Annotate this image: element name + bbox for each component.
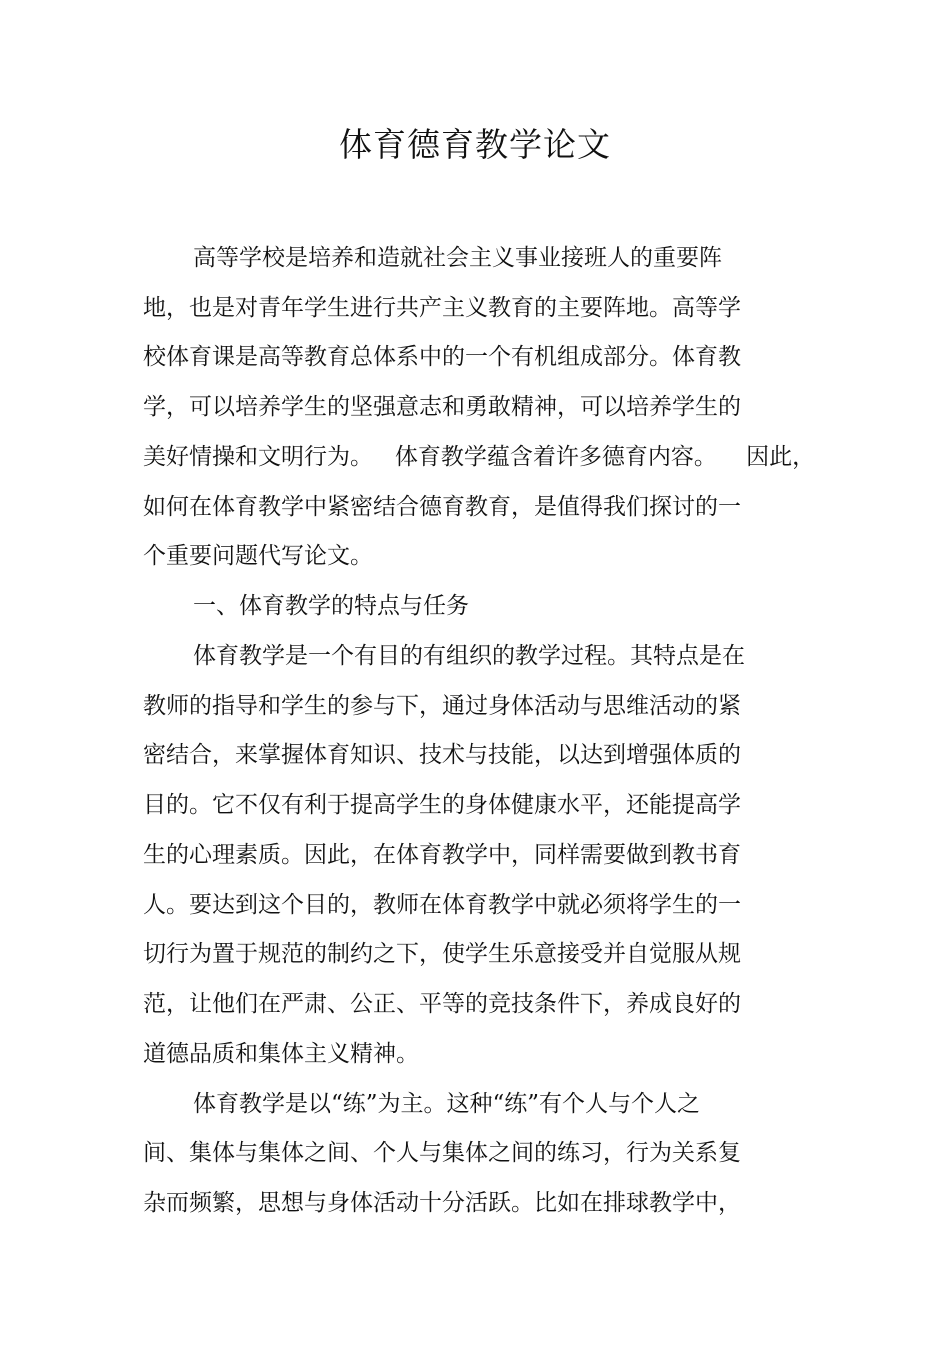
text-line-2: 地，也是对青年学生进行共产主义教育的主要阵地。高等学: [143, 295, 741, 321]
section-heading: 一、体育教学的特点与任务: [193, 593, 469, 619]
text-line-1: 高等学校是培养和造就社会主义事业接班人的重要阵: [193, 245, 722, 271]
text-line-16: 范，让他们在严肃、公正、平等的竞技条件下，养成良好的: [143, 991, 741, 1017]
text-line-17: 道德品质和集体主义精神。: [143, 1041, 419, 1067]
text-line-11: 密结合，来掌握体育知识、技术与技能，以达到增强体质的: [143, 742, 741, 768]
text-line-5: 美好情操和文明行为。 体育教学蕴含着许多德育内容。 因此，: [143, 444, 816, 470]
text-line-18: 体育教学是以“练”为主。这种“练”有个人与个人之: [193, 1091, 701, 1117]
text-line-13: 生的心理素质。因此，在体育教学中，同样需要做到教书育: [143, 842, 741, 868]
text-line-3: 校体育课是高等教育总体系中的一个有机组成部分。体育教: [143, 344, 741, 370]
text-line-20: 杂而频繁，思想与身体活动十分活跃。比如在排球教学中，: [143, 1190, 741, 1216]
text-line-12: 目的。它不仅有利于提高学生的身体健康水平，还能提高学: [143, 792, 741, 818]
text-line-7: 个重要问题代写论文。: [143, 543, 373, 569]
text-line-14: 人。要达到这个目的，教师在体育教学中就必须将学生的一: [143, 892, 741, 918]
document-title: 体育德育教学论文: [339, 125, 611, 164]
text-line-15: 切行为置于规范的制约之下，使学生乐意接受并自觉服从规: [143, 941, 741, 967]
text-line-6: 如何在体育教学中紧密结合德育教育，是值得我们探讨的一: [143, 494, 741, 520]
text-line-10: 教师的指导和学生的参与下，通过身体活动与思维活动的紧: [143, 693, 741, 719]
text-line-19: 间、集体与集体之间、个人与集体之间的练习，行为关系复: [143, 1140, 741, 1166]
text-line-9: 体育教学是一个有目的有组织的教学过程。其特点是在: [193, 643, 745, 669]
text-line-4: 学，可以培养学生的坚强意志和勇敢精神，可以培养学生的: [143, 394, 741, 420]
